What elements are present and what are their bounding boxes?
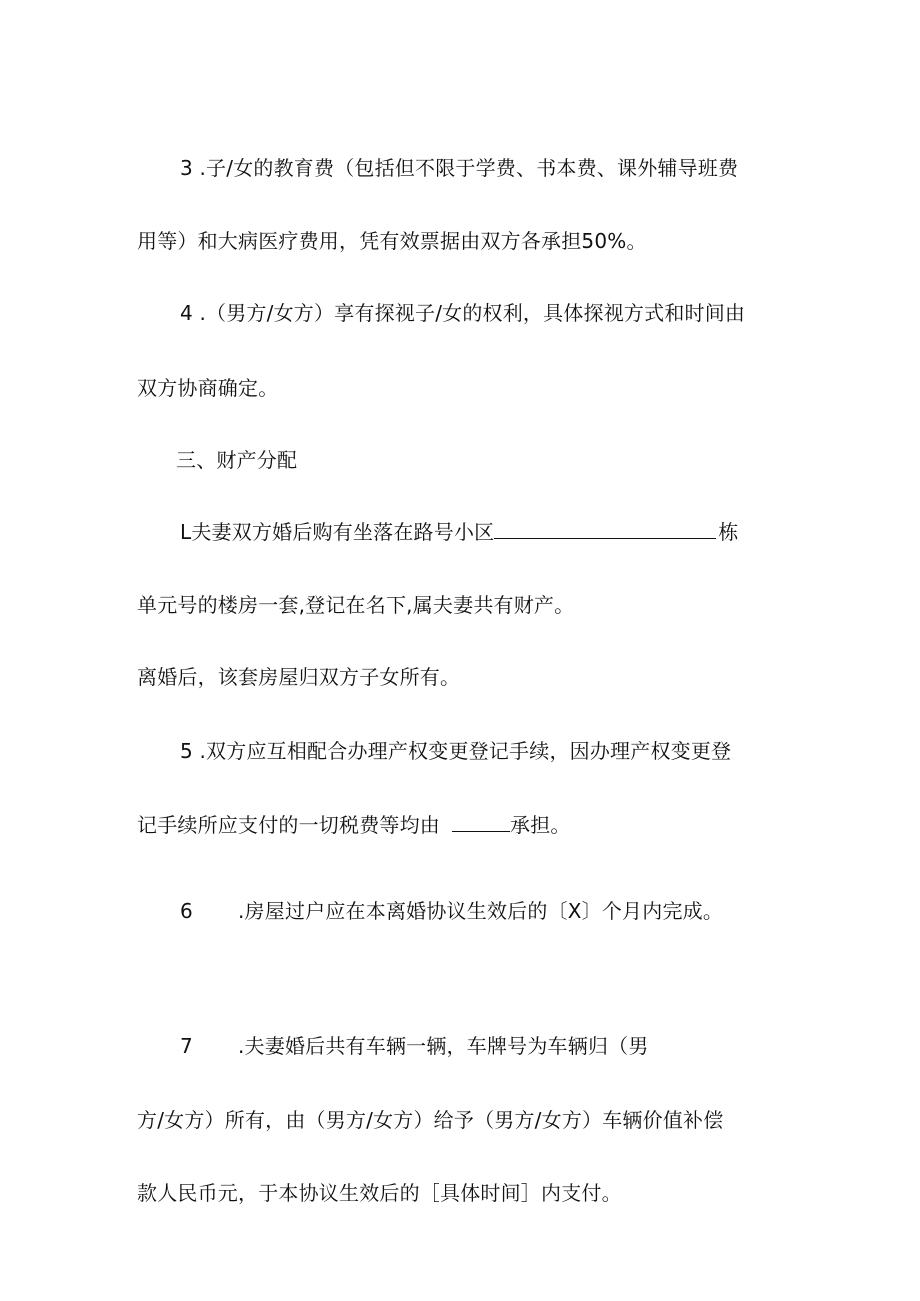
item-5-text-1: .双方应互相配合办理产权变更登记手续，因办理产权变更登 bbox=[199, 739, 732, 763]
item-3-line-2: 用等）和大病医疗费用，凭有效票据由双方各承担50%。 bbox=[137, 229, 647, 253]
item-3-line-1 bbox=[180, 154, 738, 182]
property-text-1b: 栋 bbox=[718, 520, 739, 544]
property-line-1 bbox=[180, 518, 739, 546]
item-4-number: 4 bbox=[180, 301, 193, 325]
item-7-number: 7 bbox=[180, 1034, 193, 1058]
item-6-line bbox=[180, 897, 723, 925]
section-3-heading: 三、财产分配 bbox=[176, 448, 298, 472]
building-blank bbox=[494, 518, 716, 539]
item-7-line-2: 方/女方）所有，由（男方/女方）给予（男方/女方）车辆价值补偿 bbox=[137, 1108, 724, 1132]
item-6-text: .房屋过户应在本离婚协议生效后的〔X〕个月内完成。 bbox=[238, 899, 724, 923]
item-5-text-2b: 承担。 bbox=[510, 813, 571, 837]
item-4-line-2: 双方协商确定。 bbox=[137, 376, 279, 400]
item-6-number: 6 bbox=[180, 899, 193, 923]
property-line-2: 单元号的楼房一套,登记在名下,属夫妻共有财产。 bbox=[137, 593, 575, 617]
item-5-number: 5 bbox=[180, 739, 193, 763]
property-text-1a: L夫妻双方婚后购有坐落在路号小区 bbox=[180, 520, 495, 544]
item-3-number: 3 bbox=[180, 156, 193, 180]
item-7-line-3: 款人民币元，于本协议生效后的［具体时间］内支付。 bbox=[137, 1181, 622, 1205]
item-4-text-1: .（男方/女方）享有探视子/女的权利，具体探视方式和时间由 bbox=[199, 301, 746, 325]
item-3-text-1: .子/女的教育费（包括但不限于学费、书本费、课外辅导班费 bbox=[199, 156, 739, 180]
item-4-line-1 bbox=[180, 299, 745, 327]
payer-blank bbox=[452, 811, 510, 832]
item-7-text-1: .夫妻婚后共有车辆一辆，车牌号为车辆归（男 bbox=[238, 1034, 649, 1058]
item-7-line-1 bbox=[180, 1032, 649, 1060]
item-5-text-2a: 记手续所应支付的一切税费等均由 bbox=[137, 813, 440, 837]
item-5-line-2 bbox=[137, 811, 571, 839]
property-line-3: 离婚后，该套房屋归双方子女所有。 bbox=[137, 665, 461, 689]
item-5-line-1 bbox=[180, 737, 731, 765]
